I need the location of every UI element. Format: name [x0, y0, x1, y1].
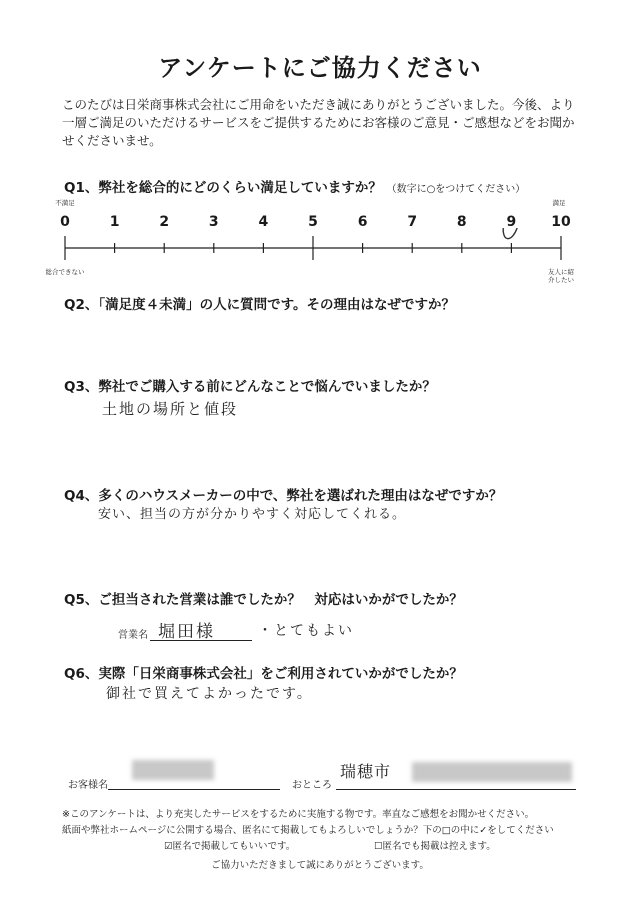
q4-question: Q4、多くのハウスメーカーの中で、弊社を選ばれた理由はなぜですか？: [64, 488, 503, 504]
scale-number-6[interactable]: 6: [357, 214, 368, 230]
scale-number-2[interactable]: 2: [159, 214, 170, 230]
scale-number-3[interactable]: 3: [208, 214, 219, 230]
q1-question: [64, 176, 525, 196]
footer-note-1: ※このアンケートは、より充実したサービスをするために実施する物です。率直なご感想をお聞かせください。: [62, 809, 535, 820]
sales-underline: [150, 640, 252, 641]
q4-answer: 安い、担当の方が分かりやすく対応してくれる。: [98, 507, 407, 522]
customer-name-label: お客様名: [68, 780, 108, 791]
scale-left-bottom: 総合できない: [45, 268, 85, 276]
scale-line: [0, 228, 640, 268]
sales-name: 堀田様: [158, 622, 215, 642]
address-label: おところ: [292, 780, 332, 791]
q1-label: Q1、弊社を総合的にどのくらい満足していますか？: [64, 180, 382, 196]
anonymous-ok-option[interactable]: ☑匿名で掲載してもいいです。: [164, 841, 296, 852]
intro-text: このたびは日栄商事株式会社にご用命をいただき誠にありがとうございました。今後、より一層ご満足のいただけるサービスをご提供するためにお客様のご意見・ご感想などをお聞かせくださいませ。: [62, 97, 575, 148]
page-title: アンケートにご協力ください: [158, 54, 482, 82]
anonymous-no-option[interactable]: ☐匿名でも掲載は控えます。: [374, 841, 496, 852]
address-value: 瑞穂市: [340, 762, 392, 781]
scale-number-0[interactable]: 0: [60, 214, 70, 230]
scale-number-8[interactable]: 8: [456, 214, 467, 230]
q6-answer: 御社で買えてよかったです。: [106, 686, 313, 702]
address-line: [336, 789, 576, 790]
scale-right-bottom: 友人に紹介したい: [548, 268, 574, 284]
q6-question: Q6、実際「日栄商事株式会社」をご利用されていかがでしたか？: [64, 666, 463, 682]
footer-note-2: 紙面や弊社ホームページに公開する場合、匿名にて掲載してもよろしいでしょうか？下の□の中に✓をしてください: [62, 825, 554, 836]
scale-left-top: 不満足: [55, 199, 75, 207]
scale-right-top: 満足: [552, 199, 566, 207]
scale-number-10[interactable]: 10: [551, 214, 571, 230]
selected-circle: [500, 228, 521, 240]
scale-number-5[interactable]: 5: [308, 214, 318, 230]
q1-note: （数字に○をつけてください）: [386, 184, 526, 195]
scale-number-1[interactable]: 1: [109, 214, 120, 230]
sales-label: 営業名: [118, 630, 148, 641]
thanks-text: ご協力いただきまして誠にありがとうございます。: [211, 860, 429, 871]
q2-question: Q2、「満足度４未満」の人に質問です。その理由はなぜですか？: [64, 297, 456, 313]
scale-number-9[interactable]: 9: [506, 214, 517, 230]
q5-comment: ・とてもよい: [258, 623, 354, 639]
q3-question: Q3、弊社でご購入する前にどんなことで悩んでいましたか？: [64, 379, 436, 395]
address-redacted: [412, 762, 572, 782]
customer-name-line: [108, 789, 280, 790]
q5-question: Q5、ご担当された営業は誰でしたか？ 対応はいかがでしたか？: [64, 592, 463, 608]
scale-number-4[interactable]: 4: [258, 214, 269, 230]
scale-number-7[interactable]: 7: [407, 214, 418, 230]
q3-answer: 土地の場所と値段: [102, 400, 239, 418]
customer-name-redacted: [132, 760, 214, 780]
